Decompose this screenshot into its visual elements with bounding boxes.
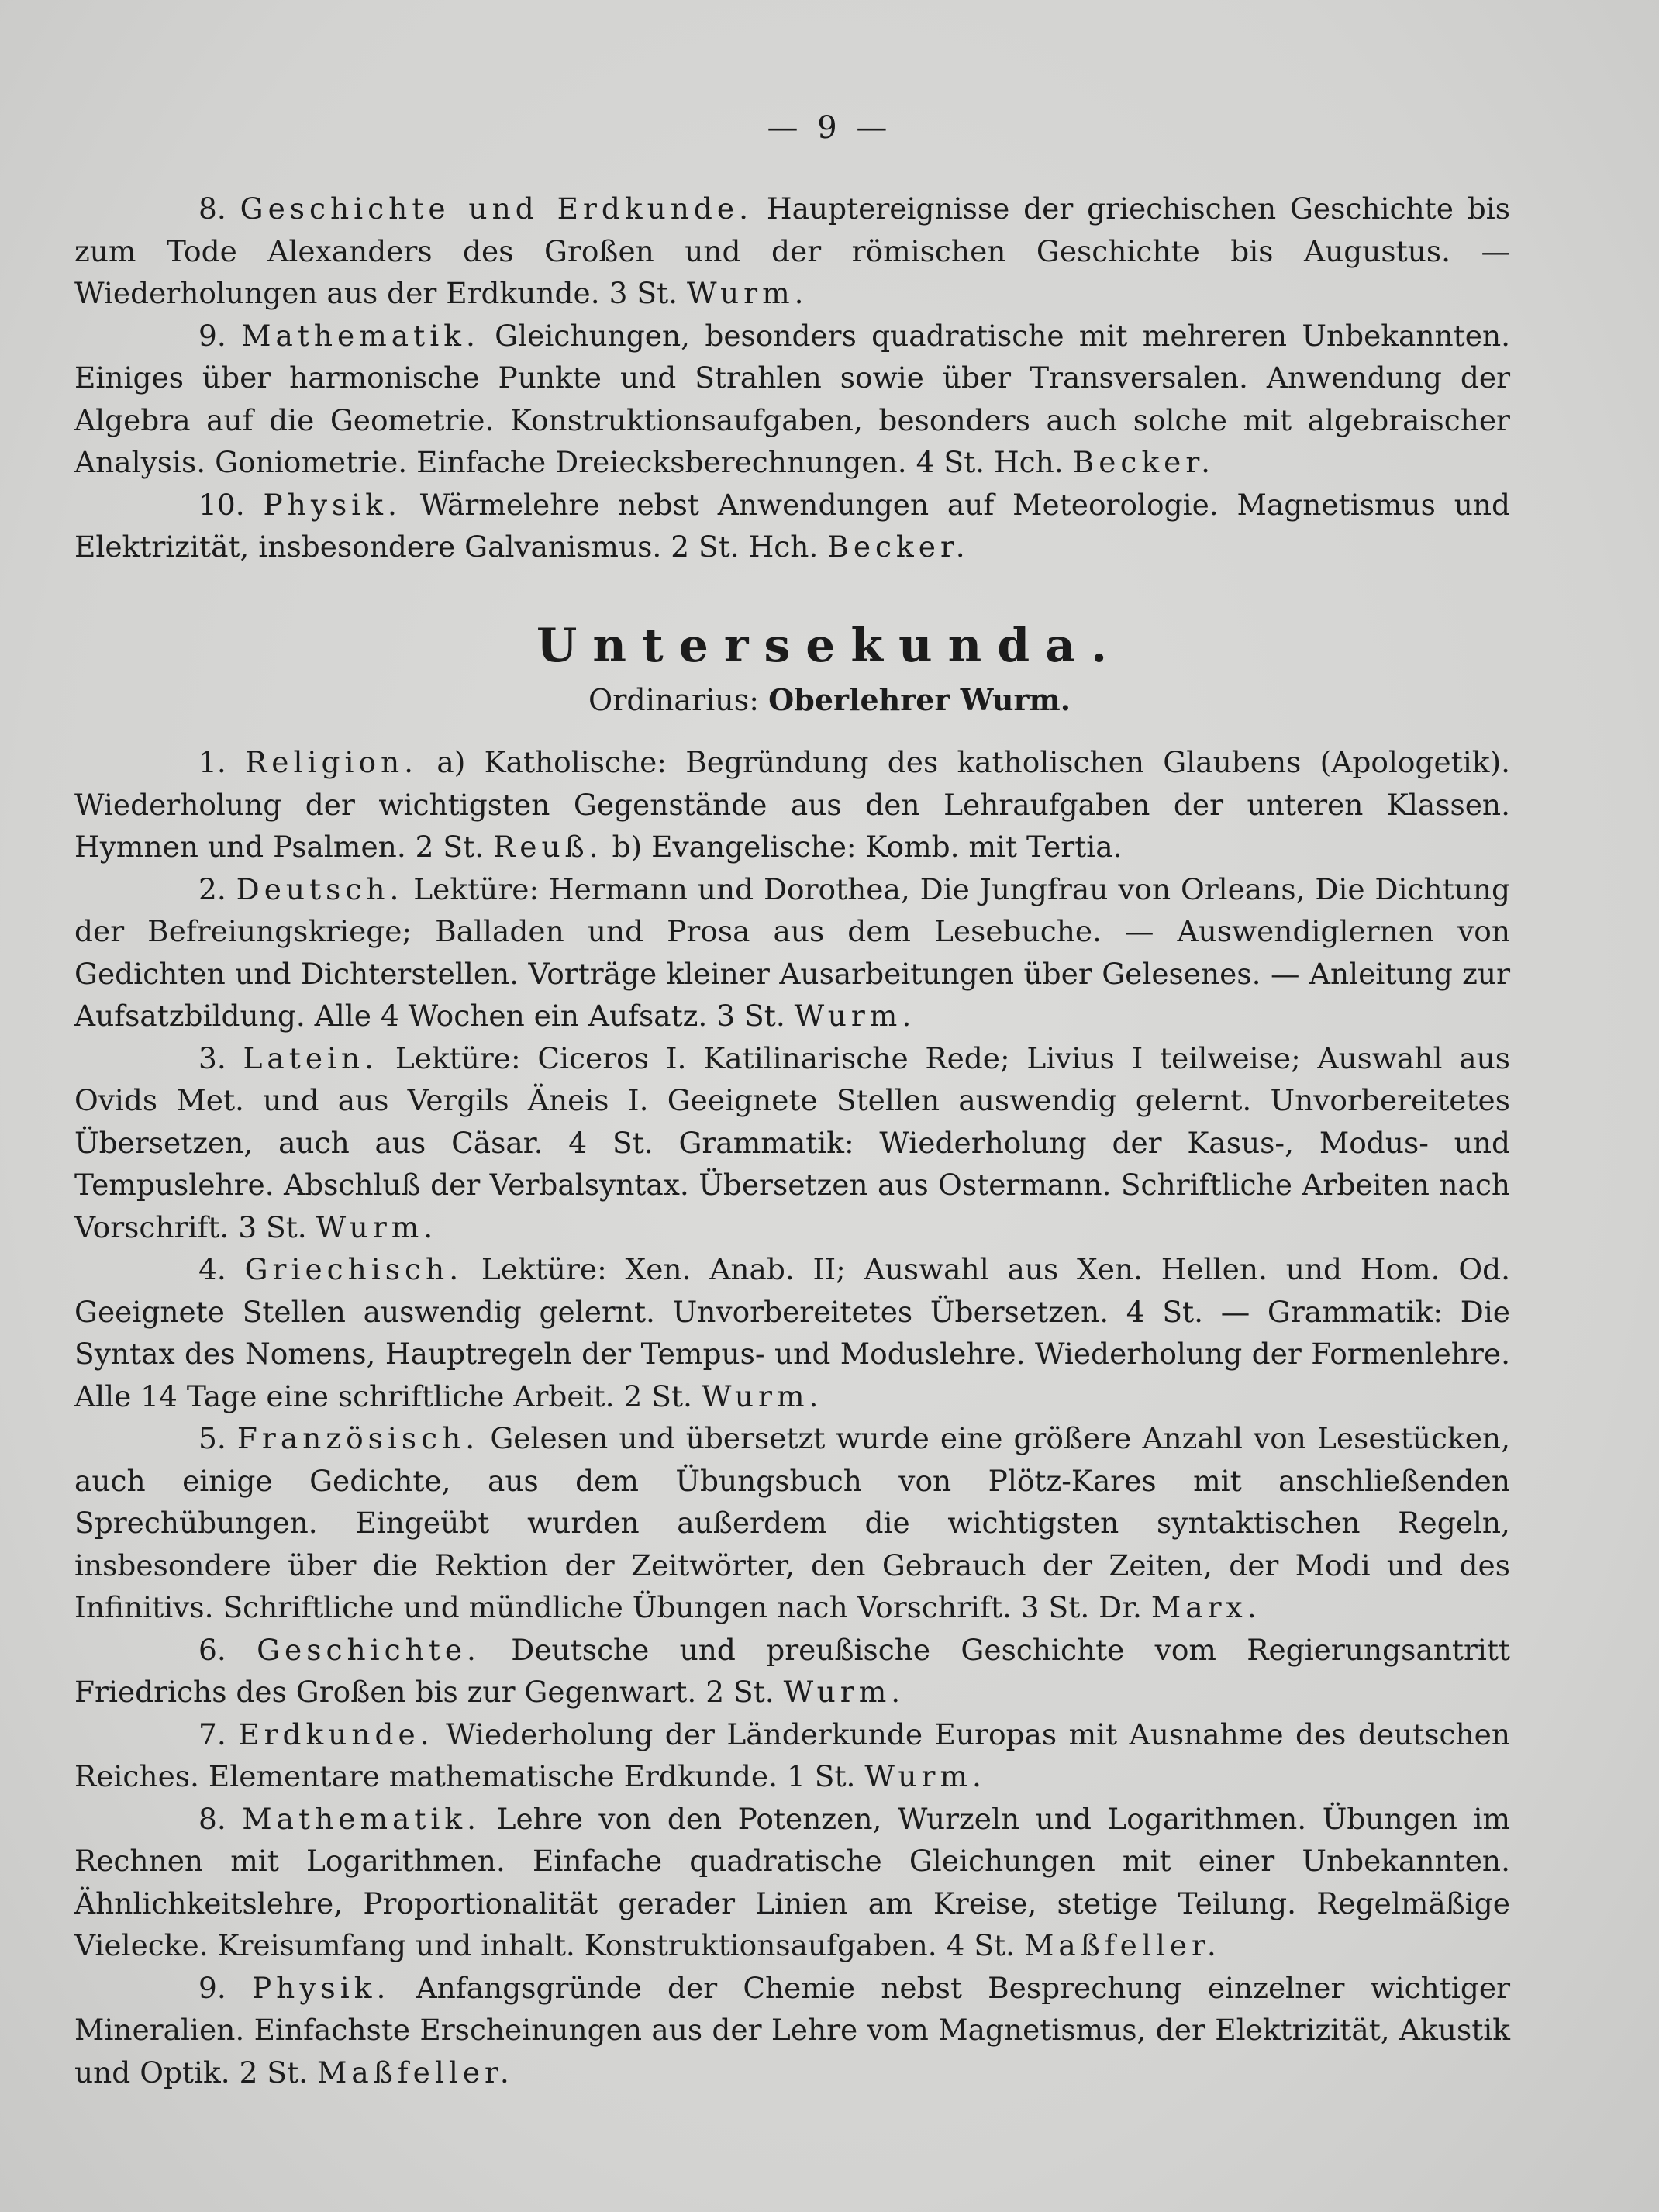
item-text: Wiederholung der Länderkunde Europas mit Ausnahme des deutschen Reiches. Elementare mathematische Erdkunde. 1 St. bbox=[74, 1717, 1510, 1793]
ordinarius-label: Ordinarius: bbox=[588, 683, 760, 717]
subject-heading: Mathematik. bbox=[241, 318, 480, 353]
item-number: 10. bbox=[198, 487, 245, 522]
item-text: Gleichungen, besonders quadratische mit mehreren Unbekannten. Einiges über harmonische Punkte und Strahlen sowie über Transversalen. Anwendung der Algebra auf die Geometrie. Konstruktionsaufgaben, besonders auch solche mit algebraischer Analysis. Goniometrie. Einfache Dreiecksberechnungen. 4 St. Hch. bbox=[74, 318, 1511, 479]
paragraph-mathematik bbox=[74, 315, 1510, 484]
teacher-name: Wurm. bbox=[864, 1759, 986, 1793]
item-tail: b) Evangelische: Komb. mit Tertia. bbox=[612, 830, 1123, 864]
teacher-name: Maßfeller. bbox=[316, 2055, 514, 2089]
paragraph-latein bbox=[74, 1037, 1510, 1249]
subject-heading: Physik. bbox=[263, 487, 402, 522]
subject-heading: Physik. bbox=[251, 1970, 391, 2005]
item-text: Lehre von den Potenzen, Wurzeln und Logarithmen. Übungen im Rechnen mit Logarithmen. Einfache quadratische Gleichungen mit einer Unbekannten. Ähnlichkeitslehre, Proportionalität gerader Linien am Kreise, stetige Teilung. Regelmäßige Vielecke. Kreisumfang und inhalt. Konstruktionsaufgaben. 4 St. bbox=[74, 1801, 1511, 1962]
item-number: 5. bbox=[198, 1421, 226, 1455]
paragraph-mathematik bbox=[74, 1798, 1510, 1967]
paragraph-physik bbox=[74, 1967, 1510, 2094]
paragraph-geschichte-erdkunde bbox=[74, 188, 1510, 315]
item-text: Hauptereignisse der griechischen Geschichte bis zum Tode Alexanders des Großen und der römischen Geschichte bis Augustus. — Wiederholungen aus der Erdkunde. 3 St. bbox=[74, 192, 1510, 310]
untersekunda-curriculum bbox=[74, 741, 1510, 2093]
item-text: a) Katholische: Begründung des katholischen Glaubens (Apologetik). Wiederholung der wichtigsten Gegenstände aus den Lehraufgaben der unteren Klassen. Hymnen und Psalmen. 2 St. bbox=[74, 745, 1510, 864]
subject-heading: Erdkunde. bbox=[238, 1717, 434, 1751]
item-number: 4. bbox=[198, 1252, 226, 1286]
paragraph-erdkunde bbox=[74, 1713, 1510, 1798]
teacher-name: Marx. bbox=[1150, 1590, 1261, 1624]
item-number: 1. bbox=[198, 745, 226, 779]
item-number: 9. bbox=[198, 318, 226, 353]
teacher-name: Reuß. bbox=[493, 830, 603, 864]
paragraph-geschichte bbox=[74, 1629, 1510, 1713]
section-title: Untersekunda. bbox=[536, 619, 1123, 673]
page-number: — 9 — bbox=[767, 110, 892, 146]
previous-class-curriculum bbox=[74, 188, 1510, 568]
teacher-name: Wurm. bbox=[783, 1675, 905, 1709]
paragraph-deutsch bbox=[74, 868, 1510, 1037]
item-number: 8. bbox=[198, 192, 226, 226]
subject-heading: Religion. bbox=[245, 745, 419, 779]
item-text: Anfangsgründe der Chemie nebst Besprechung einzelner wichtiger Mineralien. Einfachste Erscheinungen aus der Lehre vom Magnetismus, der Elektrizität, Akustik und Optik. 2 St. bbox=[74, 1970, 1510, 2089]
item-text: Lektüre: Hermann und Dorothea, Die Jungfrau von Orleans, Die Dichtung der Befreiungskriege; Balladen und Prosa aus dem Lesebuche. — Auswendiglernen von Gedichten und Dichterstellen. Vorträge kleiner Ausarbeitungen über Gelesenes. — Anleitung zur Aufsatzbildung. Alle 4 Wochen ein Aufsatz. 3 St. bbox=[74, 871, 1511, 1033]
teacher-name: Becker. bbox=[827, 530, 970, 564]
ordinarius-name: Oberlehrer Wurm. bbox=[768, 682, 1071, 717]
paragraph-physik bbox=[74, 484, 1510, 568]
teacher-name: Wurm. bbox=[316, 1210, 438, 1244]
subject-heading: Französisch. bbox=[236, 1421, 480, 1455]
subject-heading: Deutsch. bbox=[236, 871, 404, 906]
item-text: Gelesen und übersetzt wurde eine größere Anzahl von Lesestücken, auch einige Gedichte, aus dem Übungsbuch von Plötz-Kares mit anschließenden Sprechübungen. Eingeübt wurden außerdem die wichtigsten syntaktischen Regeln, insbesondere über die Rektion der Zeitwörter, den Gebrauch der Zeiten, der Modi und des Infinitivs. Schriftliche und mündliche Übungen nach Vorschrift. 3 St. Dr. bbox=[74, 1421, 1511, 1624]
subject-heading: Mathematik. bbox=[242, 1801, 481, 1836]
item-number: 7. bbox=[198, 1717, 226, 1751]
teacher-name: Maßfeller. bbox=[1023, 1928, 1221, 1962]
ordinarius-line bbox=[0, 682, 1659, 717]
item-number: 3. bbox=[198, 1040, 226, 1075]
teacher-name: Becker. bbox=[1072, 445, 1216, 479]
subject-heading: Geschichte. bbox=[257, 1632, 481, 1667]
paragraph-religion bbox=[74, 741, 1510, 868]
teacher-name: Wurm. bbox=[794, 999, 916, 1033]
item-text: Lektüre: Xen. Anab. II; Auswahl aus Xen. Hellen. und Hom. Od. Geeignete Stellen auswendig gelernt. Unvorbereitetes Übersetzen. 4 St. — Grammatik: Die Syntax des Nomens, Hauptregeln der Tempus- und Moduslehre. Wiederholung der Formenlehre. Alle 14 Tage eine schriftliche Arbeit. 2 St. bbox=[74, 1252, 1511, 1413]
subject-heading: Latein. bbox=[243, 1040, 379, 1075]
item-number: 2. bbox=[198, 871, 226, 906]
item-number: 6. bbox=[198, 1632, 226, 1667]
item-text: Lektüre: Ciceros I. Katilinarische Rede; Livius I teilweise; Auswahl aus Ovids Met. und aus Vergils Äneis I. Geeignete Stellen auswendig gelernt. Unvorbereitetes Übersetzen, auch aus Cäsar. 4 St. Grammatik: Wiederholung der Kasus-, Modus- und Tempuslehre. Abschluß der Verbalsyntax. Übersetzen aus Ostermann. Schriftliche Arbeiten nach Vorschrift. 3 St. bbox=[74, 1040, 1510, 1244]
paragraph-griechisch bbox=[74, 1248, 1510, 1417]
item-text: Wärmelehre nebst Anwendungen auf Meteorologie. Magnetismus und Elektrizität, insbesondere Galvanismus. 2 St. Hch. bbox=[74, 487, 1511, 564]
teacher-name: Wurm. bbox=[686, 276, 809, 310]
item-number: 9. bbox=[198, 1970, 226, 2005]
subject-heading: Griechisch. bbox=[244, 1252, 464, 1286]
item-number: 8. bbox=[198, 1801, 226, 1836]
subject-heading: Geschichte und Erdkunde. bbox=[240, 192, 754, 226]
teacher-name: Wurm. bbox=[701, 1379, 823, 1413]
paragraph-franzoesisch bbox=[74, 1417, 1510, 1629]
item-text: Deutsche und preußische Geschichte vom Regierungsantritt Friedrichs des Großen bis zur Gegenwart. 2 St. bbox=[74, 1632, 1511, 1709]
